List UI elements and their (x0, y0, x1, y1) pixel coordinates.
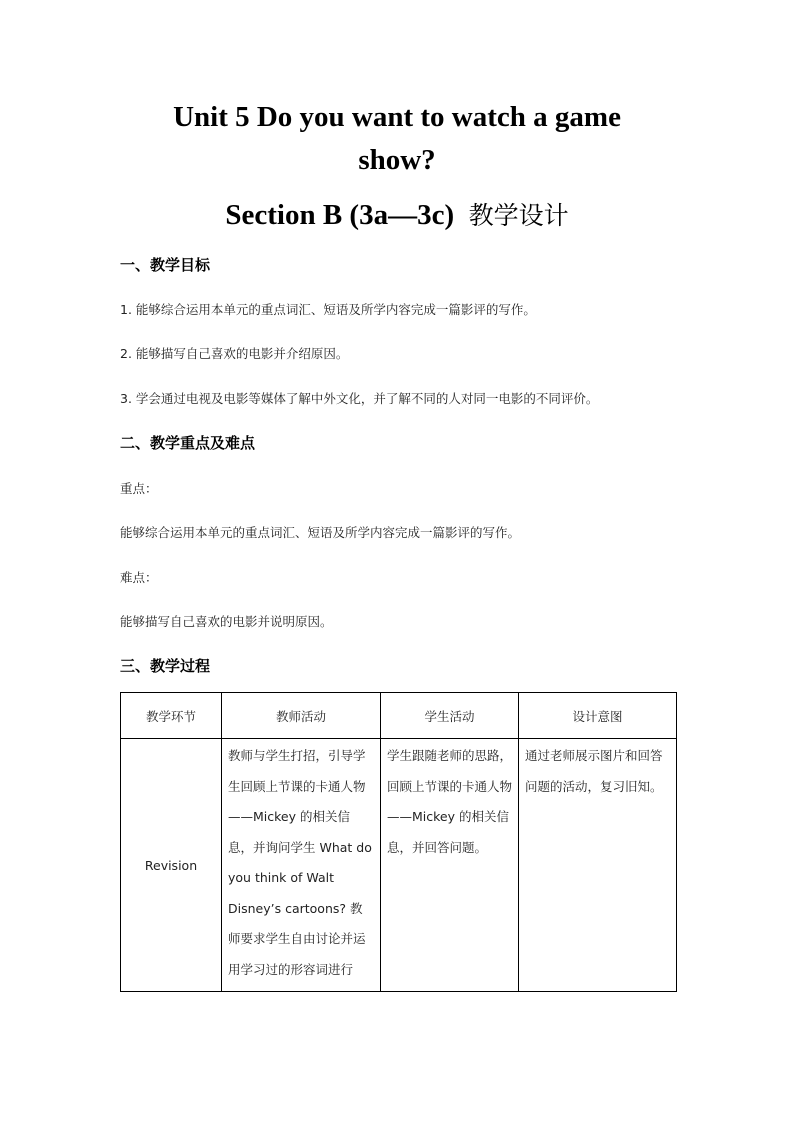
difficulty-label: 难点： (120, 570, 158, 585)
header-teacher-activity: 教师活动 (222, 693, 381, 739)
document-title (120, 96, 674, 182)
table-row (121, 739, 677, 992)
cell-teacher-activity: 教师与学生打招，引导学生回顾上节课的卡通人物——Mickey 的相关信息，并询问学生 What do you think of Walt Disney’s cartoons? 教师要求学生自由讨论并运用学习过的形容词进行 (222, 739, 381, 992)
cell-student-activity: 学生跟随老师的思路，回顾上节课的卡通人物——Mickey 的相关信息，并回答问题。 (381, 739, 519, 992)
objective-item-2: 2. 能够描写自己喜欢的电影并介绍原因。 (120, 346, 349, 361)
section2-heading: 二、教学重点及难点 (120, 434, 256, 452)
cell-design-intent: 通过老师展示图片和回答问题的活动，复习旧知。 (519, 739, 677, 992)
section1-heading: 一、教学目标 (120, 256, 211, 274)
header-student-activity: 学生活动 (381, 693, 519, 739)
title-line-2: show? (358, 144, 436, 176)
objective-item-1: 1. 能够综合运用本单元的重点词汇、短语及所学内容完成一篇影评的写作。 (120, 302, 536, 317)
table-header-row (121, 693, 677, 739)
cell-stage: Revision (121, 739, 222, 992)
difficulty-text: 能够描写自己喜欢的电影并说明原因。 (120, 614, 333, 629)
objective-item-3: 3. 学会通过电视及电影等媒体了解中外文化，并了解不同的人对同一电影的不同评价。 (120, 391, 599, 406)
section3-heading: 三、教学过程 (120, 657, 211, 675)
header-design-intent: 设计意图 (519, 693, 677, 739)
teaching-process-table (120, 692, 677, 992)
key-point-label: 重点： (120, 481, 158, 496)
section-en-label: Section B (3a—3c) (225, 199, 455, 231)
key-point-text: 能够综合运用本单元的重点词汇、短语及所学内容完成一篇影评的写作。 (120, 525, 521, 540)
document-subtitle (120, 194, 674, 237)
header-stage: 教学环节 (121, 693, 222, 739)
section-cn-label: 教学设计 (468, 201, 569, 230)
title-line-1: Unit 5 Do you want to watch a game (173, 101, 621, 133)
